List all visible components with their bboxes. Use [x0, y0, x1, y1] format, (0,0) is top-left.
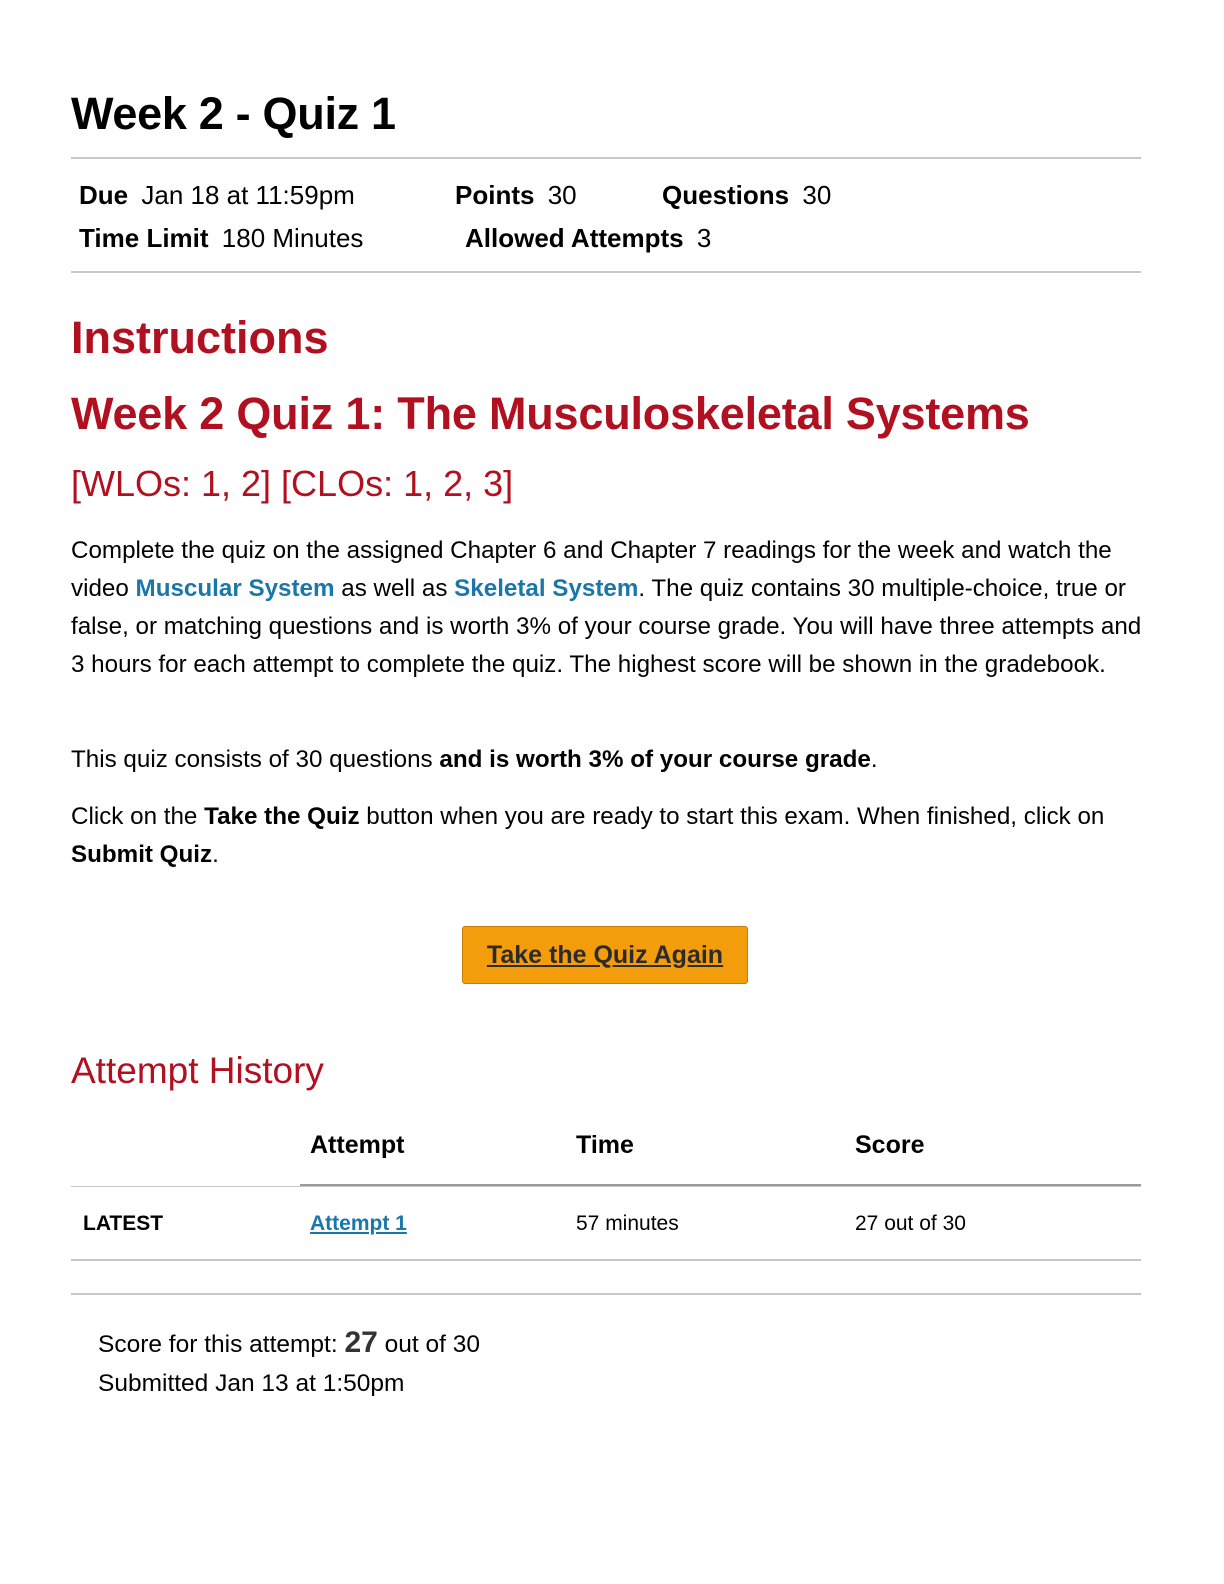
column-header-score: Score [855, 1131, 925, 1159]
questions [662, 180, 831, 211]
questions-label: Questions [662, 180, 790, 210]
instructions-paragraph [71, 532, 1151, 684]
points-value: 30 [547, 180, 577, 210]
attempt-1-link[interactable]: Attempt 1 [310, 1212, 407, 1235]
allowed-attempts-label: Allowed Attempts [465, 223, 684, 253]
due-date [79, 180, 355, 211]
paragraph-text: as well as [334, 575, 455, 602]
time-limit-label: Time Limit [79, 223, 209, 253]
time-limit-value: 180 Minutes [221, 223, 364, 253]
learning-outcomes: [WLOs: 1, 2] [CLOs: 1, 2, 3] [71, 463, 514, 504]
paragraph-bold: and is worth 3% of your course grade [439, 746, 871, 773]
attempt-score: 27 out of 30 [855, 1212, 966, 1235]
table-bottom-divider [71, 1259, 1141, 1261]
paragraph-text: . [870, 746, 878, 773]
column-header-time: Time [576, 1131, 634, 1159]
paragraph-bold: Submit Quiz [71, 841, 213, 868]
take-quiz-again-button[interactable]: Take the Quiz Again [462, 926, 748, 984]
instructions-heading: Instructions [71, 312, 329, 363]
column-header-attempt: Attempt [310, 1131, 405, 1159]
skeletal-system-link[interactable]: Skeletal System [454, 575, 639, 602]
points [455, 180, 577, 211]
score-label: Score for this attempt: [98, 1331, 345, 1358]
page-title: Week 2 - Quiz 1 [71, 88, 396, 139]
paragraph-text: . The quiz contains 30 multiple-choice, true or false, or matching questions and is worth 3% of your course grade. You will have three attempts and 3 hours for each attempt to complete the quiz. The highest score will be shown in the gradebook. [71, 575, 1142, 678]
paragraph-text: Click on the [71, 803, 205, 830]
quiz-title: Week 2 Quiz 1: The Musculoskeletal Systems [71, 388, 1030, 439]
muscular-system-link[interactable]: Muscular System [135, 575, 335, 602]
divider [71, 271, 1141, 273]
points-label: Points [455, 180, 535, 210]
paragraph-text: . [212, 841, 219, 868]
score-summary [98, 1326, 480, 1360]
due-value: Jan 18 at 11:59pm [141, 180, 355, 210]
questions-value: 30 [802, 180, 832, 210]
summary-divider [71, 1293, 1141, 1295]
divider [71, 157, 1141, 159]
allowed-attempts [465, 223, 711, 254]
due-label: Due [79, 180, 129, 210]
allowed-attempts-value: 3 [696, 223, 712, 253]
paragraph-bold: Take the Quiz [204, 803, 360, 830]
table-header-underline [300, 1184, 1141, 1186]
score-value: 27 [344, 1326, 378, 1359]
paragraph-text: This quiz consists of 30 questions [71, 746, 440, 773]
submitted-time: Submitted Jan 13 at 1:50pm [98, 1370, 405, 1397]
paragraph-text: button when you are ready to start this exam. When finished, click on [359, 803, 1105, 830]
click-paragraph [71, 798, 1151, 874]
attempt-history-heading: Attempt History [71, 1050, 324, 1091]
attempt-time: 57 minutes [576, 1212, 679, 1235]
table-divider [71, 1186, 1141, 1187]
time-limit [79, 223, 363, 254]
score-suffix: out of 30 [377, 1331, 481, 1358]
paragraph-text: Complete the quiz on the assigned Chapter 6 and Chapter 7 readings for the week and watch the video [71, 537, 1112, 602]
latest-tag: LATEST [83, 1212, 164, 1235]
worth-paragraph [71, 741, 1151, 779]
